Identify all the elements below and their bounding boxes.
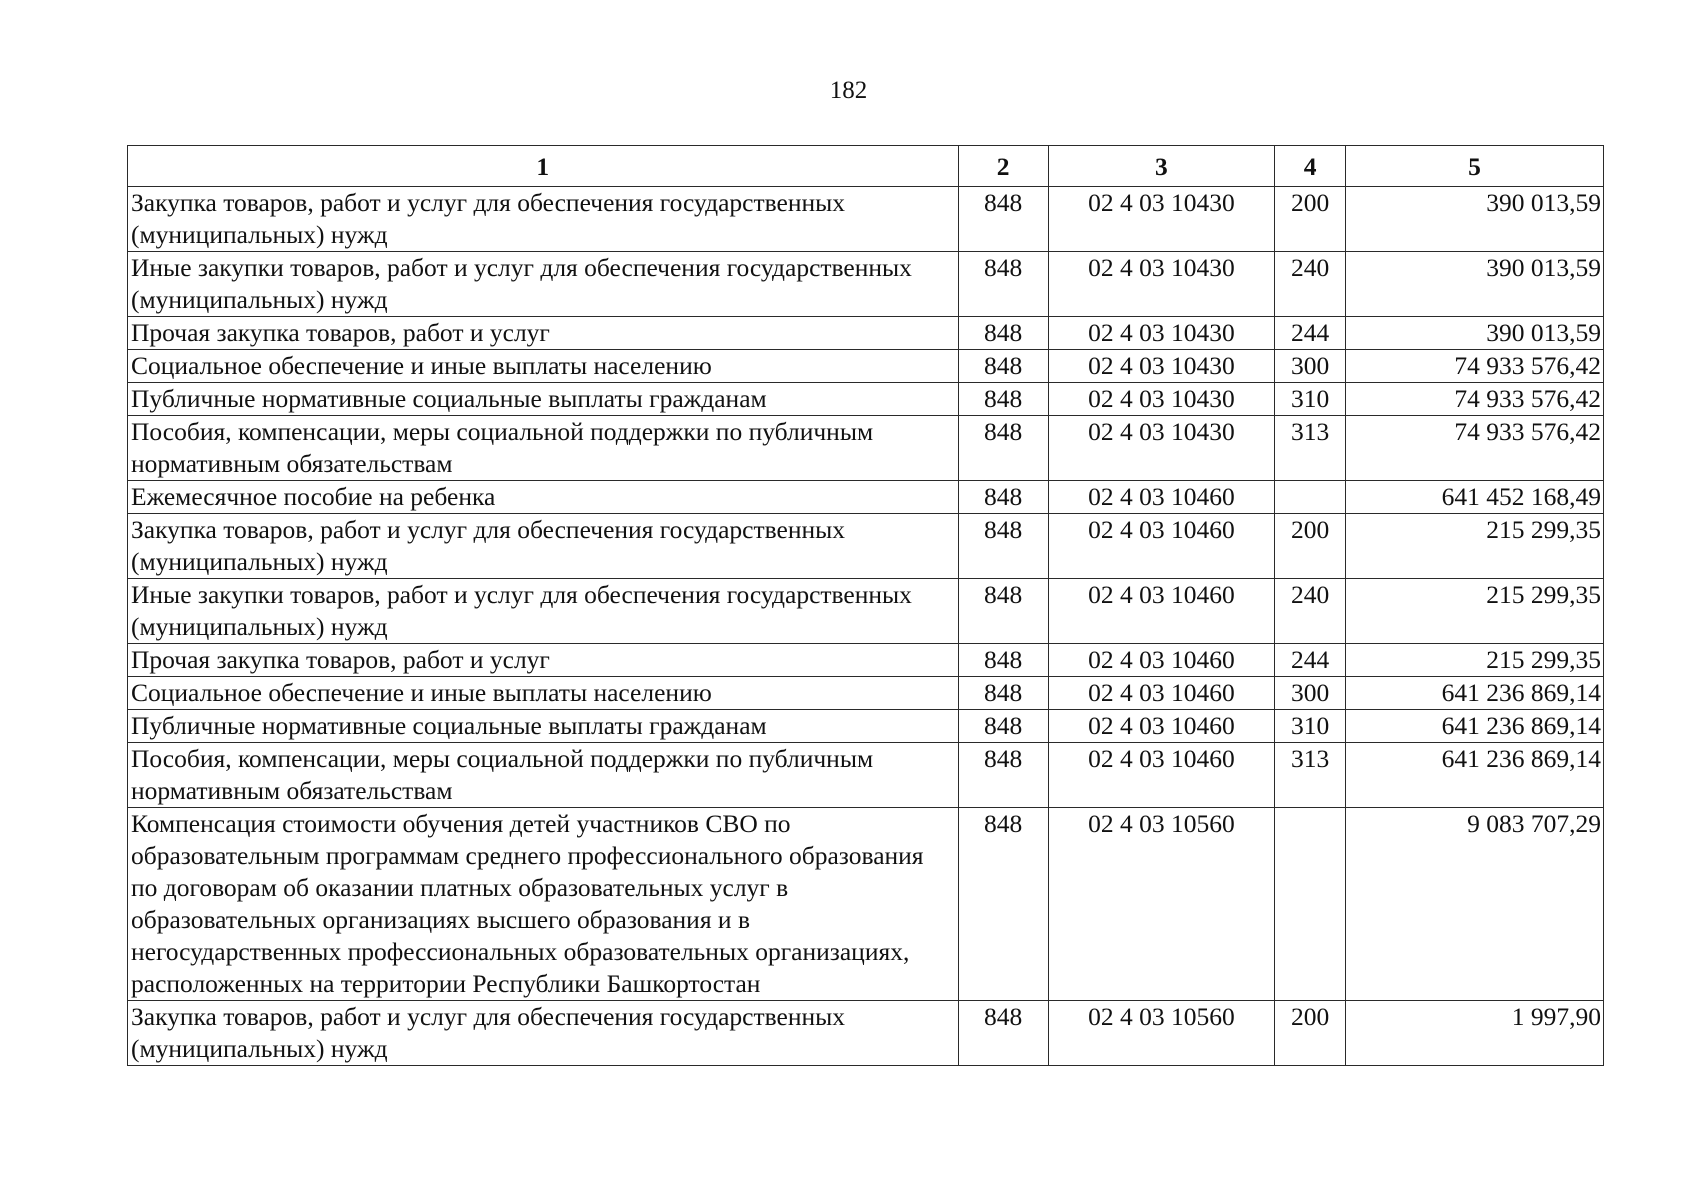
row-name-cell: Прочая закупка товаров, работ и услуг xyxy=(128,644,959,677)
row-amount-cell: 390 013,59 xyxy=(1346,252,1604,317)
row-expense-type-cell: 244 xyxy=(1275,644,1346,677)
row-target-article-cell: 02 4 03 10460 xyxy=(1048,514,1275,579)
row-target-article-cell: 02 4 03 10560 xyxy=(1048,1001,1275,1066)
table-row xyxy=(128,187,1604,252)
row-name-cell: Закупка товаров, работ и услуг для обеспечения государственных (муниципальных) нужд xyxy=(128,1001,959,1066)
header-col-5: 5 xyxy=(1346,146,1604,187)
table-row xyxy=(128,808,1604,1001)
row-ministry-code-cell: 848 xyxy=(958,481,1048,514)
row-amount-cell: 9 083 707,29 xyxy=(1346,808,1604,1001)
row-expense-type-cell: 310 xyxy=(1275,710,1346,743)
row-ministry-code-cell: 848 xyxy=(958,317,1048,350)
row-name-cell: Публичные нормативные социальные выплаты гражданам xyxy=(128,710,959,743)
table-row xyxy=(128,579,1604,644)
row-amount-cell: 390 013,59 xyxy=(1346,187,1604,252)
table-row xyxy=(128,317,1604,350)
row-name-cell: Прочая закупка товаров, работ и услуг xyxy=(128,317,959,350)
table-row xyxy=(128,1001,1604,1066)
row-target-article-cell: 02 4 03 10460 xyxy=(1048,481,1275,514)
row-amount-cell: 215 299,35 xyxy=(1346,514,1604,579)
row-expense-type-cell: 300 xyxy=(1275,677,1346,710)
header-col-2: 2 xyxy=(958,146,1048,187)
row-expense-type-cell: 300 xyxy=(1275,350,1346,383)
row-ministry-code-cell: 848 xyxy=(958,416,1048,481)
row-ministry-code-cell: 848 xyxy=(958,252,1048,317)
row-ministry-code-cell: 848 xyxy=(958,710,1048,743)
row-name-cell: Публичные нормативные социальные выплаты гражданам xyxy=(128,383,959,416)
row-amount-cell: 390 013,59 xyxy=(1346,317,1604,350)
row-name-cell: Компенсация стоимости обучения детей участников СВО по образовательным программам среднего профессионального образования по договорам об оказании платных образовательных услуг в образовательных организациях высшего образования и в негосударственных профессиональных образовательных организациях, расположенных на территории Республики Башкортостан xyxy=(128,808,959,1001)
row-target-article-cell: 02 4 03 10560 xyxy=(1048,808,1275,1001)
row-target-article-cell: 02 4 03 10430 xyxy=(1048,317,1275,350)
row-ministry-code-cell: 848 xyxy=(958,677,1048,710)
row-expense-type-cell: 200 xyxy=(1275,514,1346,579)
row-target-article-cell: 02 4 03 10460 xyxy=(1048,710,1275,743)
row-target-article-cell: 02 4 03 10460 xyxy=(1048,644,1275,677)
row-name-cell: Социальное обеспечение и иные выплаты населению xyxy=(128,350,959,383)
row-ministry-code-cell: 848 xyxy=(958,350,1048,383)
row-expense-type-cell: 313 xyxy=(1275,743,1346,808)
row-amount-cell: 215 299,35 xyxy=(1346,644,1604,677)
row-amount-cell: 1 997,90 xyxy=(1346,1001,1604,1066)
table-row xyxy=(128,644,1604,677)
table-row xyxy=(128,383,1604,416)
row-name-cell: Закупка товаров, работ и услуг для обеспечения государственных (муниципальных) нужд xyxy=(128,187,959,252)
page-number: 182 xyxy=(829,77,868,104)
row-expense-type-cell: 200 xyxy=(1275,187,1346,252)
row-name-cell: Пособия, компенсации, меры социальной поддержки по публичным нормативным обязательствам xyxy=(128,743,959,808)
table-row xyxy=(128,350,1604,383)
table-row xyxy=(128,416,1604,481)
row-expense-type-cell: 240 xyxy=(1275,252,1346,317)
header-col-4: 4 xyxy=(1275,146,1346,187)
row-ministry-code-cell: 848 xyxy=(958,187,1048,252)
table-row xyxy=(128,710,1604,743)
row-amount-cell: 641 452 168,49 xyxy=(1346,481,1604,514)
row-expense-type-cell: 313 xyxy=(1275,416,1346,481)
row-ministry-code-cell: 848 xyxy=(958,644,1048,677)
row-amount-cell: 641 236 869,14 xyxy=(1346,743,1604,808)
row-name-cell: Ежемесячное пособие на ребенка xyxy=(128,481,959,514)
row-amount-cell: 641 236 869,14 xyxy=(1346,710,1604,743)
table-row xyxy=(128,252,1604,317)
header-col-1: 1 xyxy=(128,146,959,187)
row-target-article-cell: 02 4 03 10430 xyxy=(1048,252,1275,317)
row-target-article-cell: 02 4 03 10430 xyxy=(1048,187,1275,252)
row-target-article-cell: 02 4 03 10430 xyxy=(1048,416,1275,481)
table-header-row xyxy=(128,146,1604,187)
budget-table xyxy=(127,145,1604,1066)
row-ministry-code-cell: 848 xyxy=(958,808,1048,1001)
table-row xyxy=(128,677,1604,710)
row-amount-cell: 74 933 576,42 xyxy=(1346,383,1604,416)
row-ministry-code-cell: 848 xyxy=(958,514,1048,579)
table-row xyxy=(128,743,1604,808)
row-target-article-cell: 02 4 03 10460 xyxy=(1048,677,1275,710)
row-amount-cell: 215 299,35 xyxy=(1346,579,1604,644)
row-expense-type-cell: 310 xyxy=(1275,383,1346,416)
row-target-article-cell: 02 4 03 10460 xyxy=(1048,743,1275,808)
row-amount-cell: 74 933 576,42 xyxy=(1346,350,1604,383)
row-amount-cell: 74 933 576,42 xyxy=(1346,416,1604,481)
row-name-cell: Пособия, компенсации, меры социальной поддержки по публичным нормативным обязательствам xyxy=(128,416,959,481)
header-col-3: 3 xyxy=(1048,146,1275,187)
table-row xyxy=(128,514,1604,579)
row-target-article-cell: 02 4 03 10430 xyxy=(1048,383,1275,416)
row-expense-type-cell: 200 xyxy=(1275,1001,1346,1066)
row-expense-type-cell: 244 xyxy=(1275,317,1346,350)
row-target-article-cell: 02 4 03 10460 xyxy=(1048,579,1275,644)
row-name-cell: Закупка товаров, работ и услуг для обеспечения государственных (муниципальных) нужд xyxy=(128,514,959,579)
row-ministry-code-cell: 848 xyxy=(958,579,1048,644)
row-expense-type-cell: 240 xyxy=(1275,579,1346,644)
row-name-cell: Иные закупки товаров, работ и услуг для обеспечения государственных (муниципальных) нужд xyxy=(128,252,959,317)
row-amount-cell: 641 236 869,14 xyxy=(1346,677,1604,710)
row-ministry-code-cell: 848 xyxy=(958,383,1048,416)
table-row xyxy=(128,481,1604,514)
row-expense-type-cell xyxy=(1275,808,1346,1001)
row-name-cell: Социальное обеспечение и иные выплаты населению xyxy=(128,677,959,710)
row-target-article-cell: 02 4 03 10430 xyxy=(1048,350,1275,383)
row-name-cell: Иные закупки товаров, работ и услуг для обеспечения государственных (муниципальных) нужд xyxy=(128,579,959,644)
row-ministry-code-cell: 848 xyxy=(958,1001,1048,1066)
table-body xyxy=(128,187,1604,1066)
row-ministry-code-cell: 848 xyxy=(958,743,1048,808)
row-expense-type-cell xyxy=(1275,481,1346,514)
